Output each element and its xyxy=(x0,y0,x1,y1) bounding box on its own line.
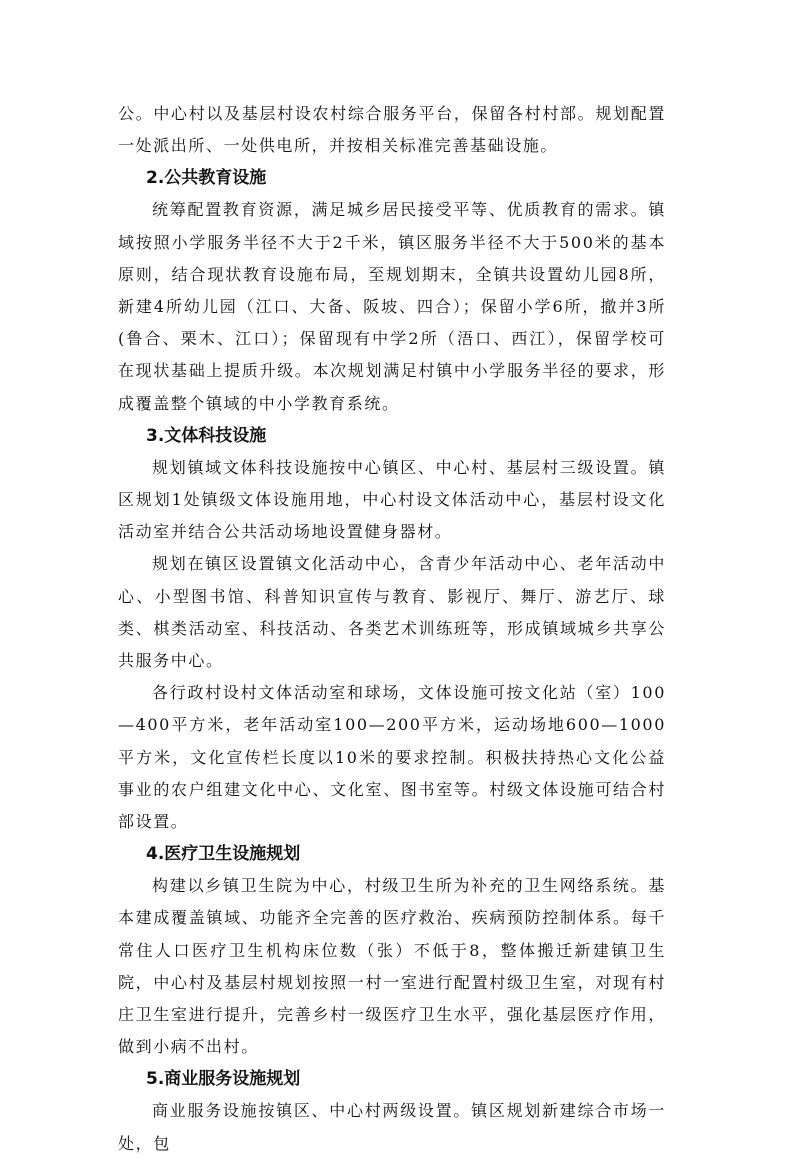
section-heading-education: 2.公共教育设施 xyxy=(146,168,267,189)
paragraph-culture-center: 规划在镇区设置镇文化活动中心，含青少年活动中心、老年活动中心、小型图书馆、科普知识宣传与教育、影视厅、舞厅、游艺厅、球类、棋类活动室、科技活动、各类艺术训练班等，形成镇域城乡共享公共服务中心。 xyxy=(118,554,666,671)
intro-paragraph: 公。中心村以及基层村设农村综合服务平台，保留各村村部。规划配置一处派出所、一处供电所，并按相关标准完善基础设施。 xyxy=(118,104,666,156)
document-body xyxy=(118,98,666,1160)
section-heading-culture-sports: 3.文体科技设施 xyxy=(146,425,267,446)
paragraph-education: 统筹配置教育资源，满足城乡居民接受平等、优质教育的需求。镇域按照小学服务半径不大于2千米，镇区服务半径不大于500米的基本原则，结合现状教育设施布局，至规划期末，全镇共设置幼儿园8所，新建4所幼儿园（江口、大备、阪坡、四合）；保留小学6所，撤并3所(鲁合、栗木、江口）；保留现有中学2所（浯口、西江），保留学校可在现状基础上提质升级。本次规划满足村镇中小学服务半径的要求，形成覆盖整个镇域的中小学教育系统。 xyxy=(118,200,666,413)
paragraph-commercial: 商业服务设施按镇区、中心村两级设置。镇区规划新建综合市场一处，包 xyxy=(118,1101,666,1153)
section-heading-commercial: 5.商业服务设施规划 xyxy=(146,1069,301,1090)
section-heading-medical: 4.医疗卫生设施规划 xyxy=(146,844,301,865)
paragraph-culture-levels: 规划镇域文体科技设施按中心镇区、中心村、基层村三级设置。镇区规划1处镇级文体设施用地，中心村设文体活动中心，基层村设文化活动室并结合公共活动场地设置健身器材。 xyxy=(118,457,666,542)
paragraph-village-culture: 各行政村设村文体活动室和球场，文体设施可按文化站（室）100—400平方米，老年活动室100—200平方米，运动场地600—1000平方米，文化宣传栏长度以10米的要求控制。积极扶持热心文化公益事业的农户组建文化中心、文化室、图书室等。村级文体设施可结合村部设置。 xyxy=(118,683,666,832)
paragraph-medical: 构建以乡镇卫生院为中心，村级卫生所为补充的卫生网络系统。基本建成覆盖镇域、功能齐全完善的医疗救治、疾病预防控制体系。每千常住人口医疗卫生机构床位数（张）不低于8，整体搬迁新建镇卫生院，中心村及基层村规划按照一村一室进行配置村级卫生室，对现有村庄卫生室进行提升，完善乡村一级医疗卫生水平，强化基层医疗作用，做到小病不出村。 xyxy=(118,876,666,1057)
